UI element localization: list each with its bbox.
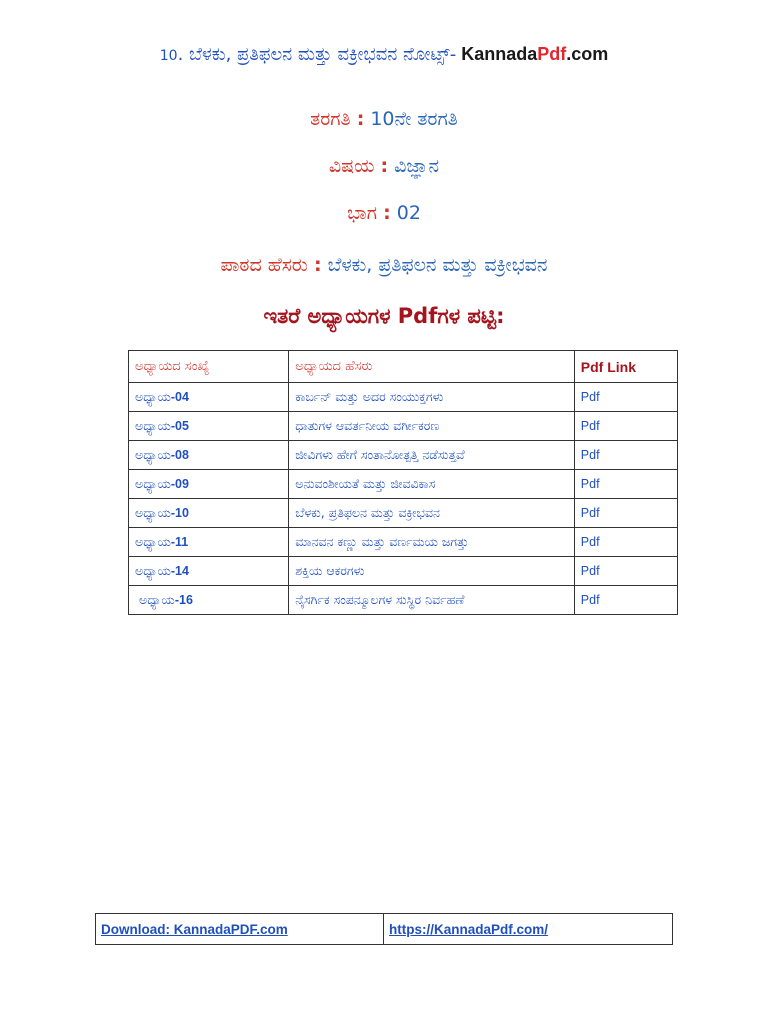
header-chapter-number: ಅಧ್ಯಾಯದ ಸಂಖ್ಯೆ [129,351,289,383]
chapter-number: -08 [170,448,189,462]
pdf-link[interactable]: Pdf [574,383,677,412]
lesson-label: ಪಾಠದ ಹೆಸರು [220,254,308,276]
table-row [129,470,678,499]
chapter-prefix: ಅಧ್ಯಾಯ [135,389,171,404]
chapter-number-cell [129,586,289,615]
pdf-link[interactable]: Pdf [574,412,677,441]
pdf-link[interactable]: Pdf [574,470,677,499]
chapter-number: -11 [170,535,189,549]
document-title [0,44,768,65]
chapter-number-cell [129,441,289,470]
chapter-prefix: ಅಧ್ಯಾಯ [135,563,171,578]
chapter-name: ಕಾರ್ಬನ್ ಮತ್ತು ಅದರ ಸಂಯುಕ್ತಗಳು [289,383,575,412]
chapter-prefix: ಅಧ್ಯಾಯ [135,505,171,520]
lesson-line [0,254,768,276]
chapter-number: -10 [170,506,189,520]
table-row [129,441,678,470]
subject-value: ವಿಜ್ಞಾನ [394,155,440,177]
footer-download-cell [96,914,384,945]
chapter-number-cell [129,383,289,412]
chapter-number-cell [129,557,289,586]
header-chapter-name: ಅಧ್ಯಾಯದ ಹೆಸರು [289,351,575,383]
footer-url-cell [384,914,673,945]
chapter-number-cell [129,412,289,441]
chapter-number: -14 [170,564,189,578]
class-line [0,108,768,130]
table-row [129,383,678,412]
pdf-link[interactable]: Pdf [574,499,677,528]
site-link[interactable]: https://KannadaPdf.com/ [389,921,549,937]
chapter-name: ಶಕ್ತಿಯ ಆಕರಗಳು [289,557,575,586]
class-label: ತರಗತಿ [310,108,351,130]
table-row [129,412,678,441]
brand-name: KannadaPdf.com [456,44,609,64]
part-line [0,202,768,224]
chapter-prefix: ಅಧ್ಯಾಯ [135,418,171,433]
chapter-number: -16 [174,593,193,607]
part-colon: : [383,202,391,224]
title-number: 10 [159,48,178,64]
footer-row [96,914,673,945]
subject-colon: : [380,155,389,177]
pdf-link[interactable]: Pdf [574,557,677,586]
table-row [129,528,678,557]
chapter-name: ಧಾತುಗಳ ಆವರ್ತನೀಯ ವರ್ಗೀಕರಣ [289,412,575,441]
chapter-prefix: ಅಧ್ಯಾಯ [135,447,171,462]
chapters-table [128,350,678,615]
lesson-value: ಬೆಳಕು, ಪ್ರತಿಫಲನ ಮತ್ತು ವಕ್ರೀಭವನ [327,254,548,276]
class-colon: : [356,108,365,130]
chapter-number-cell [129,470,289,499]
chapter-prefix: ಅಧ್ಯಾಯ [138,592,175,607]
class-value: 10ನೇ ತರಗತಿ [370,108,458,130]
pdf-link[interactable]: Pdf [574,441,677,470]
part-label: ಭಾಗ [347,202,378,224]
chapter-name: ಮಾನವನ ಕಣ್ಣು ಮತ್ತು ವರ್ಣಮಯ ಜಗತ್ತು [289,528,575,557]
chapter-name: ಬೆಳಕು, ಪ್ರತಿಫಲನ ಮತ್ತು ವಕ್ರೀಭವನ [289,499,575,528]
subject-label: ವಿಷಯ [328,155,375,177]
pdf-link[interactable]: Pdf [574,528,677,557]
pdf-link[interactable]: Pdf [574,586,677,615]
chapter-name: ಜೀವಿಗಳು ಹೇಗೆ ಸಂತಾನೋತ್ಪತ್ತಿ ನಡೆಸುತ್ತವೆ [289,441,575,470]
chapter-number: -05 [170,419,189,433]
footer-table [95,913,673,945]
header-pdf-link: Pdf Link [574,351,677,383]
chapter-number-cell [129,499,289,528]
chapter-name: ಅನುವಂಶೀಯತೆ ಮತ್ತು ಜೀವವಿಕಾಸ [289,470,575,499]
section-heading: ಇತರೆ ಅಧ್ಯಾಯಗಳ Pdfಗಳ ಪಟ್ಟಿ: [263,304,505,328]
chapter-prefix: ಅಧ್ಯಾಯ [135,534,171,549]
chapter-prefix: ಅಧ್ಯಾಯ [135,476,171,491]
chapter-number-cell [129,528,289,557]
lesson-colon: : [313,254,322,276]
table-row [129,499,678,528]
chapter-name: ನೈಸರ್ಗಿಕ ಸಂಪನ್ಮೂಲಗಳ ಸುಸ್ಥಿರ ನಿರ್ವಹಣೆ [289,586,575,615]
table-row [129,557,678,586]
chapter-number: -04 [170,390,189,404]
title-text: . ಬೆಳಕು, ಪ್ರತಿಫಲನ ಮತ್ತು ವಕ್ರೀಭವನ ನೋಟ್ಸ್- [177,44,457,65]
table-row [129,586,678,615]
part-value: 02 [396,202,421,224]
download-link[interactable]: Download: KannadaPDF.com [101,921,288,937]
subject-line [0,155,768,177]
chapter-number: -09 [170,477,189,491]
table-header-row [129,351,678,383]
